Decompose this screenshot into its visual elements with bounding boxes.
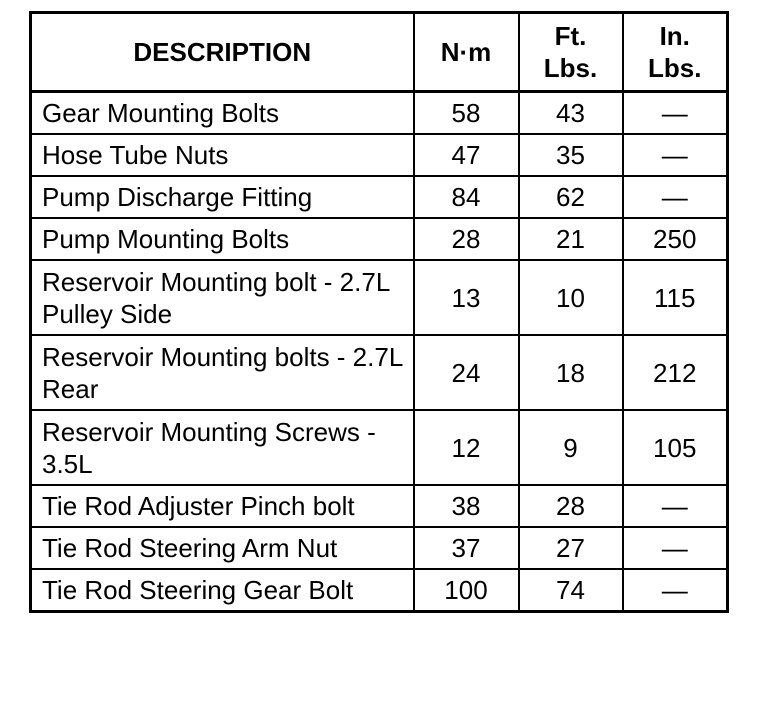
torque-specification-table xyxy=(29,11,729,613)
header-foot-pounds-line1: Ft. xyxy=(554,21,587,51)
cell-description: Pump Discharge Fitting xyxy=(31,176,414,218)
cell-ft-lbs: 27 xyxy=(519,527,623,569)
cell-in-lbs: — xyxy=(623,527,728,569)
cell-description: Reservoir Mounting Screws - 3.5L xyxy=(31,410,414,485)
cell-in-lbs: — xyxy=(623,134,728,176)
header-foot-pounds xyxy=(519,13,623,92)
header-inch-pounds-line2: Lbs. xyxy=(648,53,702,83)
cell-ft-lbs: 43 xyxy=(519,92,623,135)
table-row xyxy=(31,485,728,527)
cell-in-lbs: 212 xyxy=(623,335,728,410)
cell-description: Tie Rod Steering Arm Nut xyxy=(31,527,414,569)
header-inch-pounds xyxy=(623,13,728,92)
header-foot-pounds-line2: Lbs. xyxy=(543,53,598,83)
cell-nm: 28 xyxy=(414,218,519,260)
cell-ft-lbs: 21 xyxy=(519,218,623,260)
table-row xyxy=(31,410,728,485)
cell-ft-lbs: 18 xyxy=(519,335,623,410)
cell-description: Reservoir Mounting bolts - 2.7L Rear xyxy=(31,335,414,410)
cell-nm: 24 xyxy=(414,335,519,410)
table-row xyxy=(31,335,728,410)
header-newton-meters: N·m xyxy=(414,13,519,92)
cell-in-lbs: 105 xyxy=(623,410,728,485)
cell-ft-lbs: 28 xyxy=(519,485,623,527)
cell-ft-lbs: 9 xyxy=(519,410,623,485)
cell-in-lbs: — xyxy=(623,176,728,218)
cell-in-lbs: 115 xyxy=(623,260,728,335)
cell-nm: 37 xyxy=(414,527,519,569)
header-inch-pounds-line1: In. xyxy=(659,21,690,51)
cell-description: Gear Mounting Bolts xyxy=(31,92,414,135)
table-row xyxy=(31,218,728,260)
cell-ft-lbs: 62 xyxy=(519,176,623,218)
cell-in-lbs: — xyxy=(623,569,728,612)
cell-ft-lbs: 35 xyxy=(519,134,623,176)
cell-ft-lbs: 74 xyxy=(519,569,623,612)
table-row xyxy=(31,176,728,218)
table-row xyxy=(31,527,728,569)
cell-in-lbs: 250 xyxy=(623,218,728,260)
cell-in-lbs: — xyxy=(623,485,728,527)
table-row xyxy=(31,569,728,612)
cell-nm: 13 xyxy=(414,260,519,335)
cell-nm: 12 xyxy=(414,410,519,485)
table-header-row xyxy=(31,13,728,92)
cell-nm: 38 xyxy=(414,485,519,527)
cell-ft-lbs: 10 xyxy=(519,260,623,335)
cell-description: Hose Tube Nuts xyxy=(31,134,414,176)
cell-description: Pump Mounting Bolts xyxy=(31,218,414,260)
header-description: DESCRIPTION xyxy=(31,13,414,92)
cell-nm: 100 xyxy=(414,569,519,612)
table-row xyxy=(31,92,728,135)
cell-nm: 84 xyxy=(414,176,519,218)
cell-nm: 47 xyxy=(414,134,519,176)
table-row xyxy=(31,134,728,176)
cell-nm: 58 xyxy=(414,92,519,135)
cell-description: Tie Rod Adjuster Pinch bolt xyxy=(31,485,414,527)
cell-in-lbs: — xyxy=(623,92,728,135)
cell-description: Tie Rod Steering Gear Bolt xyxy=(31,569,414,612)
table-row xyxy=(31,260,728,335)
cell-description: Reservoir Mounting bolt - 2.7L Pulley Side xyxy=(31,260,414,335)
